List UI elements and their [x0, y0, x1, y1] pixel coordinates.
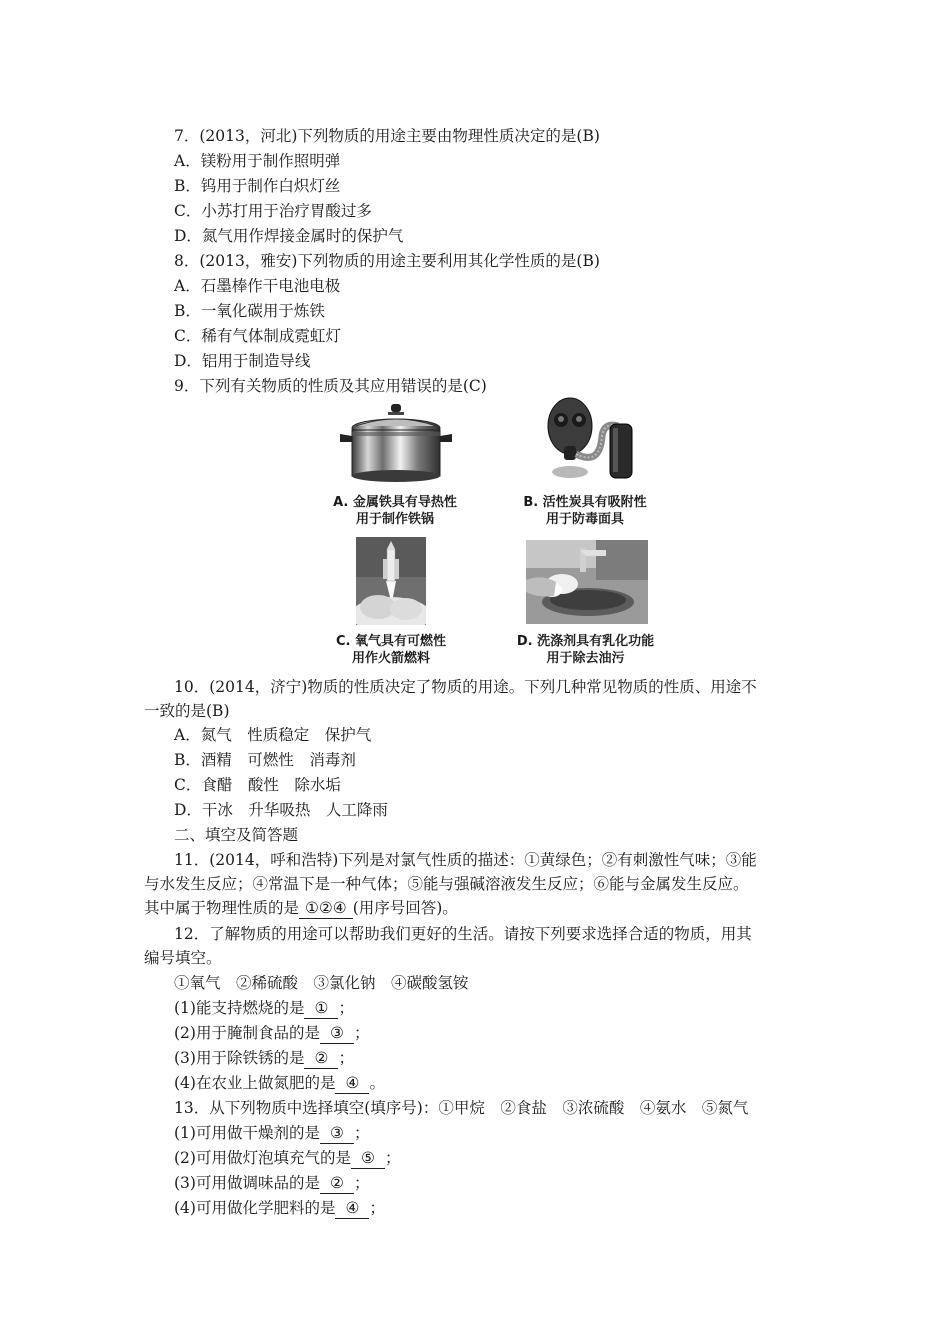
q10-option-b: B．酒精 可燃性 消毒剂	[174, 751, 356, 769]
q12-item-2	[174, 1023, 369, 1044]
q13-item-3-text: (3)可用做调味品的是	[174, 1174, 320, 1192]
q11-line1: 11．(2014，呼和浩特)下列是对氯气性质的描述：①黄绿色；②有刺激性气味；③能	[174, 851, 757, 869]
figure-a-caption-1: A. 金属铁具有导热性	[333, 495, 457, 510]
q12-line2: 编号填空。	[144, 949, 222, 967]
cooking-pot-icon	[336, 398, 456, 484]
figure-c-caption-2: 用作火箭燃料	[351, 651, 430, 666]
q13-stem: 13．从下列物质中选择填空(填序号)：①甲烷 ②食盐 ③浓硫酸 ④氨水 ⑤氮气	[174, 1099, 749, 1117]
q9-stem: 9．下列有关物质的性质及其应用错误的是(C)	[174, 377, 487, 395]
q12-item-2-tail: ；	[353, 1024, 370, 1042]
q10-option-d: D．干冰 升华吸热 人工降雨	[174, 801, 388, 819]
figure-d-caption-2: 用于除去油污	[546, 651, 625, 666]
q12-item-2-blank: ③	[320, 1023, 354, 1044]
q13-item-3-tail: ；	[353, 1174, 370, 1192]
figure-c-caption-1: C. 氧气具有可燃性	[335, 634, 446, 649]
q12-item-4-blank: ④	[335, 1073, 369, 1094]
q11-line3-tail: (用序号回答)。	[352, 899, 458, 917]
washing-dishes-icon	[526, 540, 648, 624]
q7-stem: 7．(2013，河北)下列物质的用途主要由物理性质决定的是(B)	[174, 127, 600, 145]
q13-item-1-text: (1)可用做干燥剂的是	[174, 1124, 320, 1142]
q12-item-3-text: (3)用于除铁锈的是	[174, 1049, 305, 1067]
q7-option-b: B．钨用于制作白炽灯丝	[174, 177, 341, 195]
q7-option-a: A．镁粉用于制作照明弹	[174, 152, 341, 170]
gas-mask-icon	[540, 396, 640, 488]
q12-item-3-blank: ②	[304, 1048, 338, 1069]
rocket-launch-icon	[356, 537, 426, 625]
q8-option-c: C．稀有气体制成霓虹灯	[174, 327, 341, 345]
q10-option-a: A．氮气 性质稳定 保护气	[174, 726, 372, 744]
q11-answer-blank: ①②④	[299, 898, 353, 919]
q8-stem: 8．(2013，雅安)下列物质的用途主要利用其化学性质的是(B)	[174, 252, 600, 270]
q8-option-b: B．一氧化碳用于炼铁	[174, 302, 325, 320]
q12-item-3-tail: ；	[338, 1049, 354, 1067]
q11-line3-text: 其中属于物理性质的是	[144, 899, 300, 917]
q8-option-a: A．石墨棒作干电池电极	[174, 277, 341, 295]
figure-a-caption-2: 用于制作铁锅	[355, 512, 434, 527]
q12-item-1	[174, 998, 354, 1019]
q13-item-2-blank: ⑤	[351, 1148, 385, 1169]
q12-item-2-text: (2)用于腌制食品的是	[174, 1024, 320, 1042]
q12-item-3	[174, 1048, 354, 1069]
q13-item-4	[174, 1198, 385, 1219]
q7-option-d: D．氮气用作焊接金属时的保护气	[174, 227, 404, 245]
q13-item-2-text: (2)可用做灯泡填充气的是	[174, 1149, 351, 1167]
figure-d-caption-1: D. 洗涤剂具有乳化功能	[516, 634, 655, 649]
q13-item-1-blank: ③	[320, 1123, 354, 1144]
q13-item-1-tail: ；	[353, 1124, 370, 1142]
q13-item-1	[174, 1123, 369, 1144]
q13-item-2	[174, 1148, 400, 1169]
q12-choices: ①氧气 ②稀硫酸 ③氯化钠 ④碳酸氢铵	[174, 974, 469, 992]
q8-option-d: D．铝用于制造导线	[174, 352, 311, 370]
q12-item-1-text: (1)能支持燃烧的是	[174, 999, 305, 1017]
q10-stem-line1: 10．(2014，济宁)物质的性质决定了物质的用途。下列几种常见物质的性质、用途不	[174, 678, 757, 696]
q13-item-3-blank: ②	[320, 1173, 354, 1194]
q13-item-4-tail: ；	[369, 1199, 385, 1217]
q12-item-1-blank: ①	[304, 998, 338, 1019]
figure-b-caption-2: 用于防毒面具	[545, 512, 624, 527]
q13-item-4-text: (4)可用做化学肥料的是	[174, 1199, 336, 1217]
figure-b-caption-1: B. 活性炭具有吸附性	[523, 495, 647, 510]
q13-item-4-blank: ④	[335, 1198, 369, 1219]
q12-item-4	[174, 1073, 385, 1094]
q12-item-4-tail: 。	[369, 1074, 385, 1092]
q13-item-2-tail: ；	[384, 1149, 401, 1167]
q12-line1: 12．了解物质的用途可以帮助我们更好的生活。请按下列要求选择合适的物质，用其	[174, 925, 752, 943]
q7-option-c: C．小苏打用于治疗胃酸过多	[174, 202, 372, 220]
q10-stem-line2: 一致的是(B)	[144, 702, 230, 720]
q12-item-4-text: (4)在农业上做氮肥的是	[174, 1074, 336, 1092]
section-heading: 二、填空及简答题	[174, 826, 299, 844]
q11-line3	[144, 898, 458, 919]
q12-item-1-tail: ；	[338, 999, 354, 1017]
q11-line2: 与水发生反应；④常温下是一种气体；⑤能与强碱溶液发生反应；⑥能与金属发生反应。	[144, 875, 749, 893]
q10-option-c: C．食醋 酸性 除水垢	[174, 776, 341, 794]
q13-item-3	[174, 1173, 369, 1194]
